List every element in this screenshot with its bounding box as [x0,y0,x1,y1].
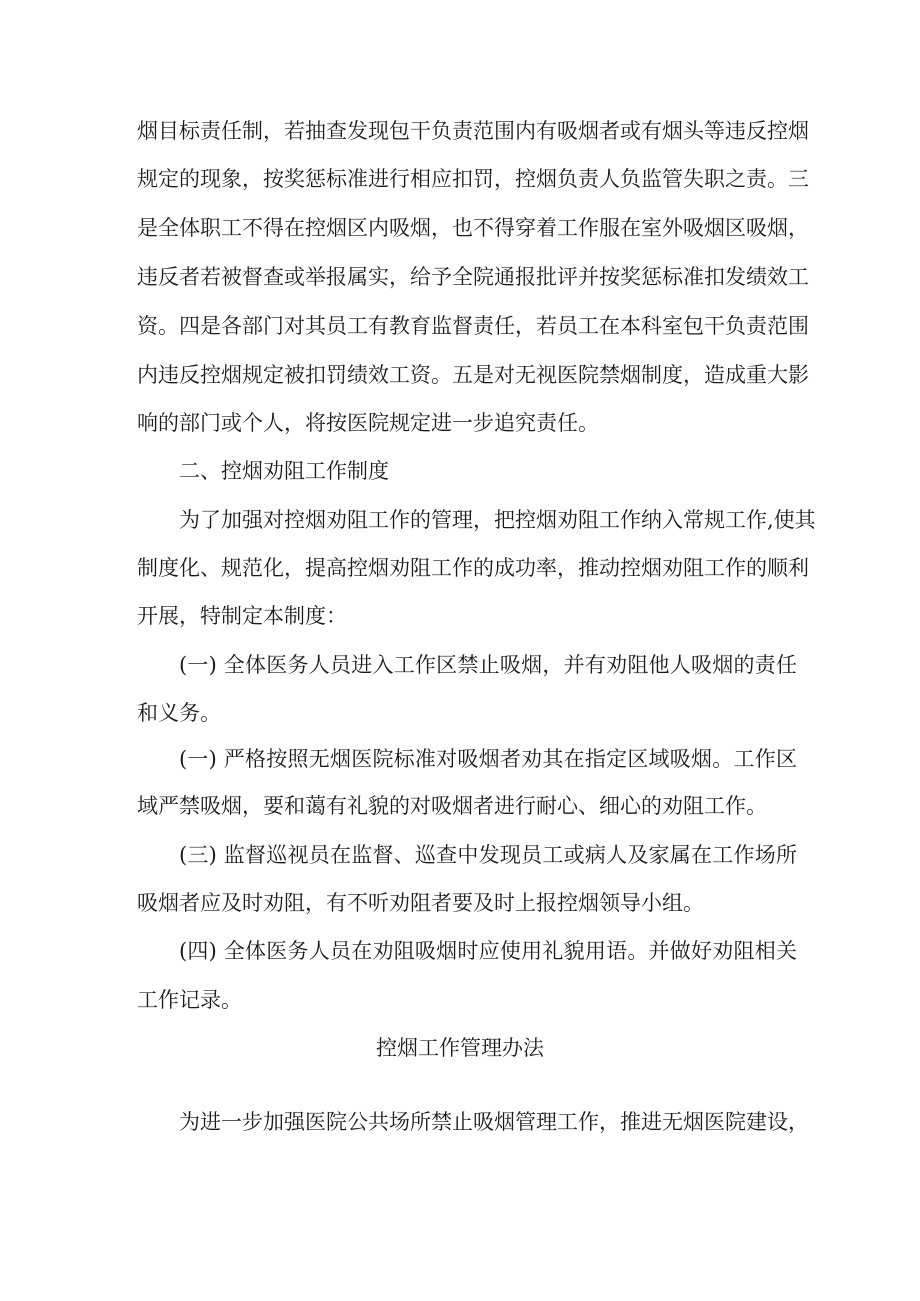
paragraph1-line-1: 烟目标责任制，若抽查发现包干负责范围内有吸烟者或有烟头等违反控烟 [137,119,809,143]
paragraph1-line-4: 违反者若被督查或举报属实，给予全院通报批评并按奖惩标准扣发绩效工 [137,265,809,289]
item1-line-2: 和义务。 [137,701,221,725]
section2-intro-line-3: 开展，特制定本制度： [137,604,347,628]
paragraph1-line-3: 是全体职工不得在控烟区内吸烟，也不得穿着工作服在室外吸烟区吸烟， [137,216,809,240]
section3-title: 控烟工作管理办法 [376,1036,544,1060]
section2-intro-line-1: 为了加强对控烟劝阻工作的管理，把控烟劝阻工作纳入常规工作,使其 [179,508,816,532]
paragraph1-line-5: 资。四是各部门对其员工有教育监督责任，若员工在本科室包干负责范围 [137,314,809,338]
item2-line-2: 域严禁吸烟，要和蔼有礼貌的对吸烟者进行耐心、细心的劝阻工作。 [137,794,767,818]
item3-line-1: (三) 监督巡视员在监督、巡查中发现员工或病人及家属在工作场所 [179,843,797,867]
section2-intro-line-2: 制度化、规范化，提高控烟劝阻工作的成功率，推动控烟劝阻工作的顺利 [137,556,809,580]
paragraph1-line-7: 响的部门或个人，将按医院规定进一步追究责任。 [137,411,599,435]
paragraph1-line-6: 内违反控烟规定被扣罚绩效工资。五是对无视医院禁烟制度，造成重大影 [137,363,809,387]
item2-line-1: (一) 严格按照无烟医院标准对吸烟者劝其在指定区域吸烟。工作区 [179,747,797,771]
section3-intro-line-1: 为进一步加强医院公共场所禁止吸烟管理工作，推进无烟医院建设， [179,1110,809,1134]
item4-line-1: (四) 全体医务人员在劝阻吸烟时应使用礼貌用语。并做好劝阻相关 [179,939,797,963]
item1-line-1: (一) 全体医务人员进入工作区禁止吸烟，并有劝阻他人吸烟的责任 [179,653,797,677]
item3-line-2: 吸烟者应及时劝阻，有不听劝阻者要及时上报控烟领导小组。 [137,891,704,915]
item4-line-2: 工作记录。 [137,988,242,1012]
paragraph1-line-2: 规定的现象，按奖惩标准进行相应扣罚，控烟负责人负监管失职之责。三 [137,167,809,191]
section2-heading: 二、控烟劝阻工作制度 [179,459,389,483]
